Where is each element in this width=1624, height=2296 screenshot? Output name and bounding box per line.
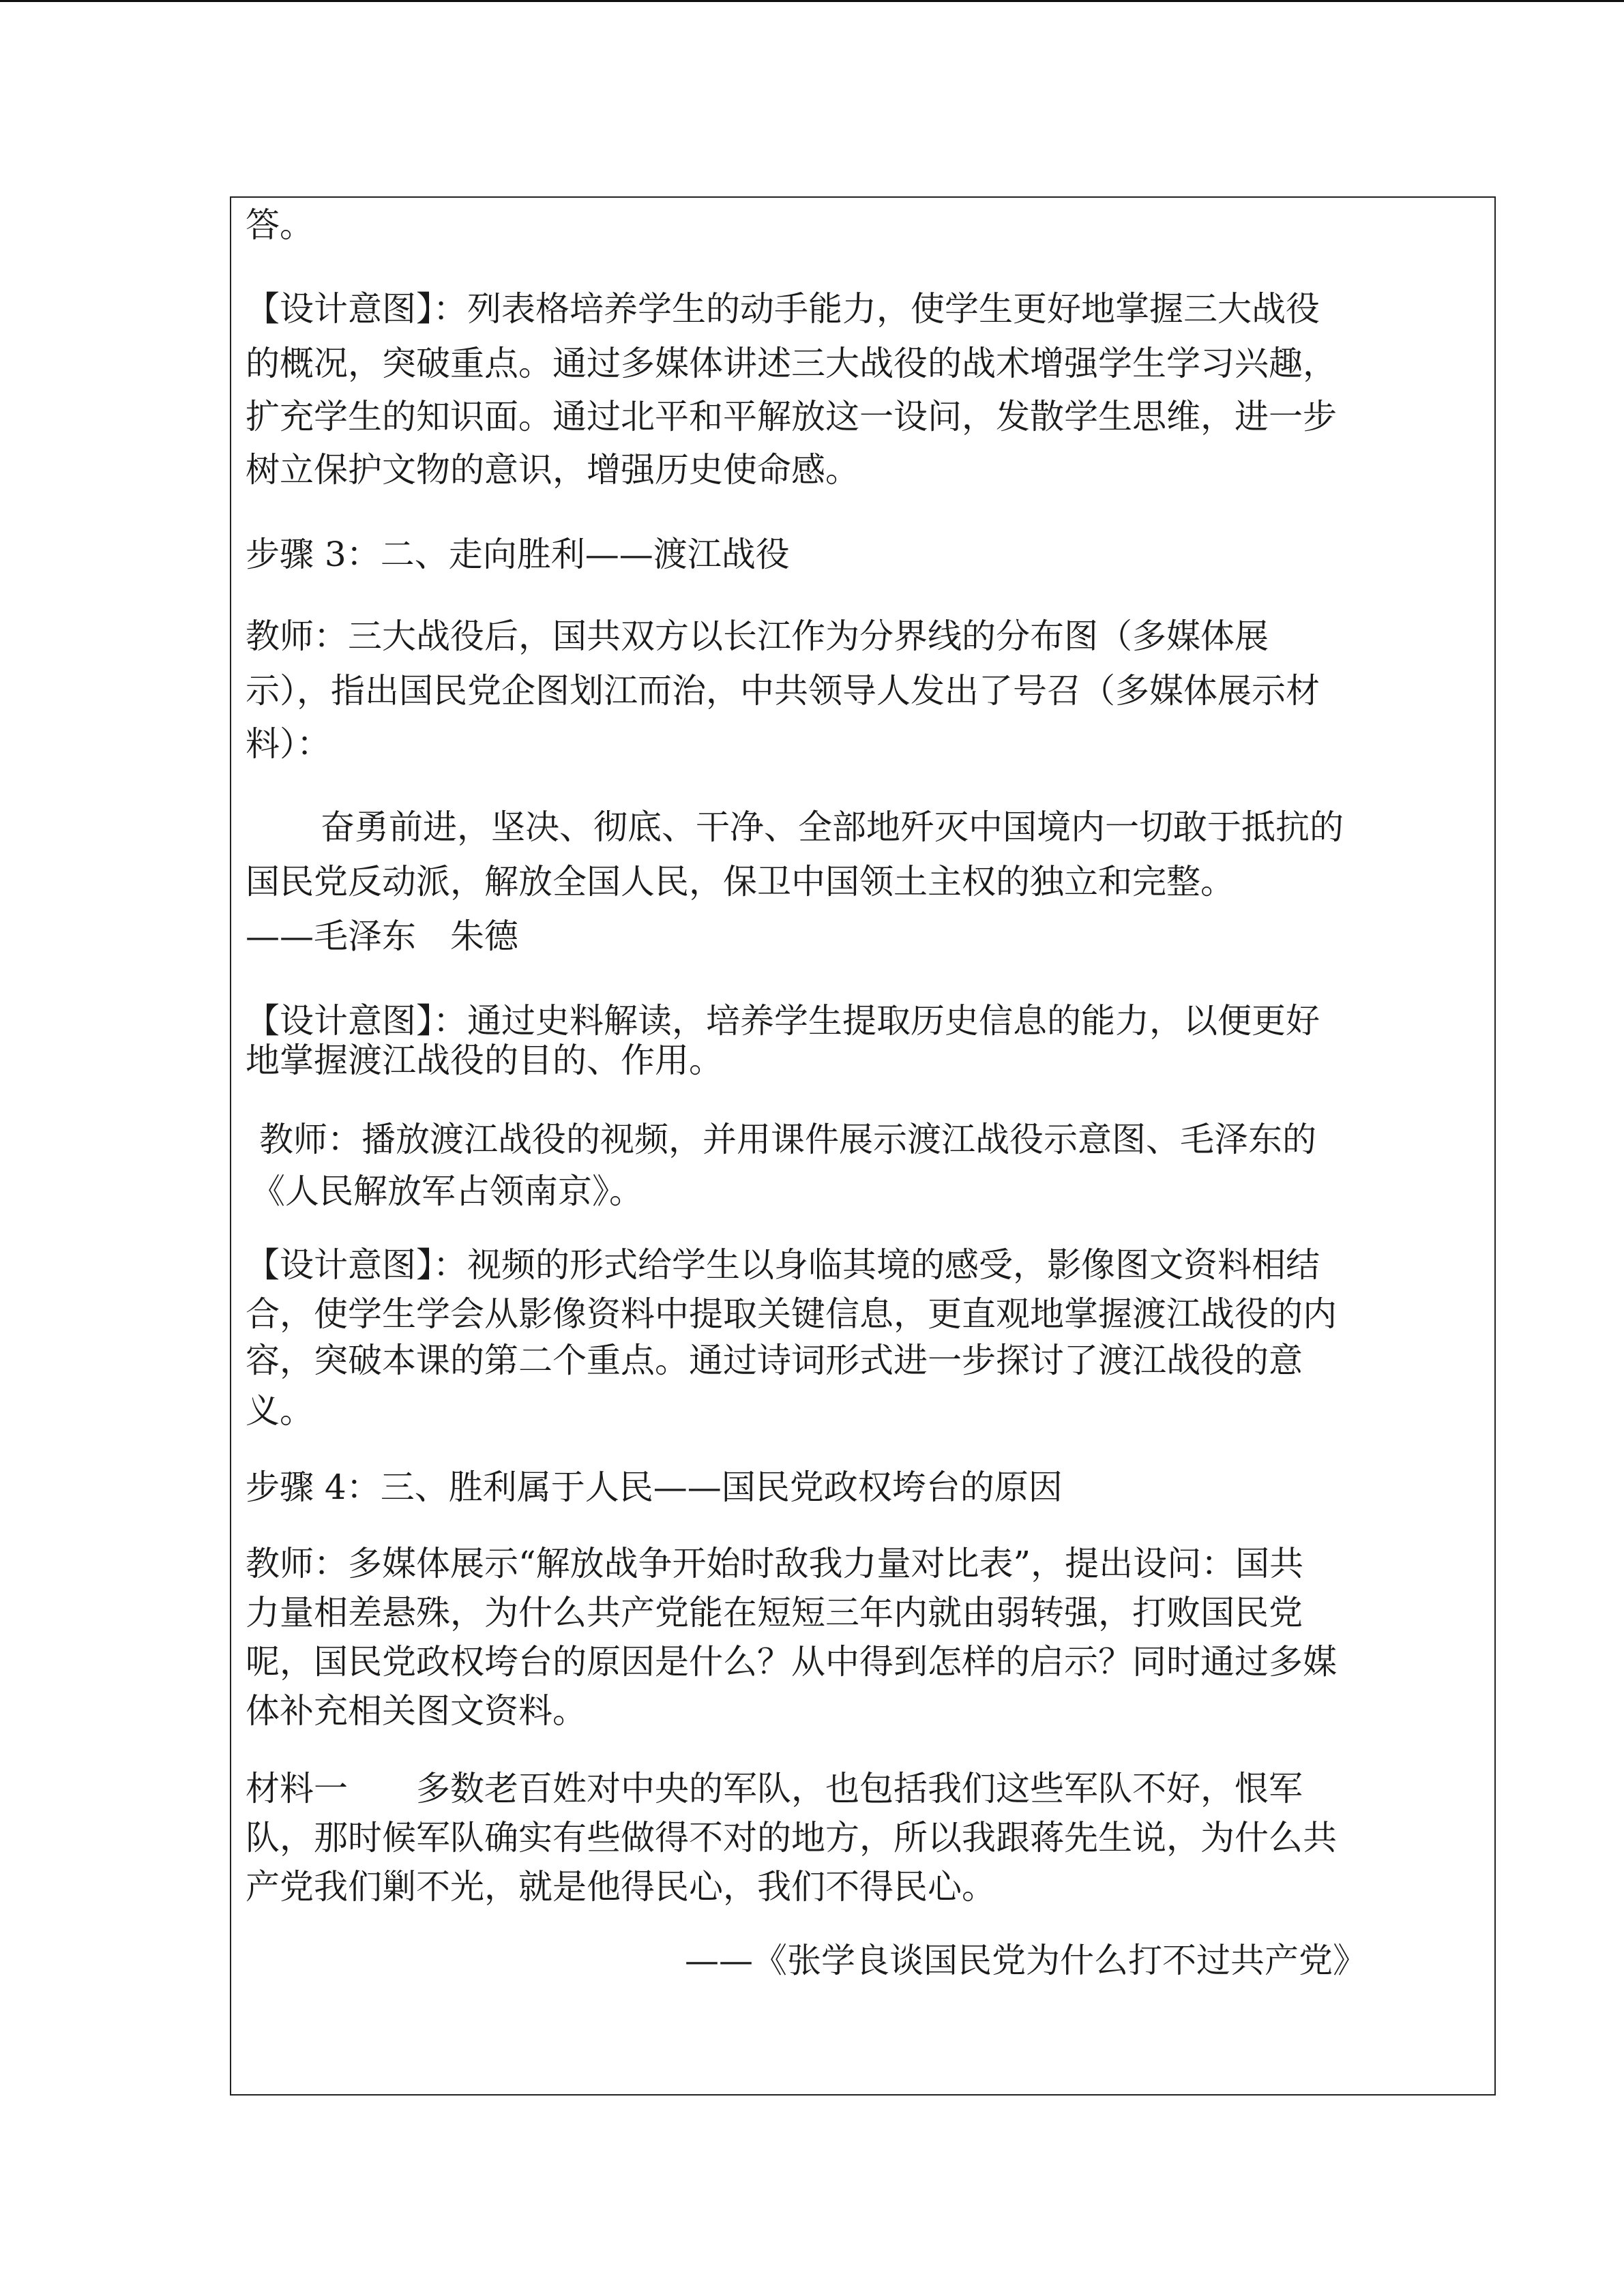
text-line: 体补充相关图文资料。 bbox=[246, 1691, 587, 1731]
text-line: 合，使学生学会从影像资料中提取关键信息，更直观地掌握渡江战役的内 bbox=[246, 1294, 1337, 1334]
step-4-heading: 步骤 4：三、胜利属于人民——国民党政权垮台的原因 bbox=[246, 1467, 1063, 1507]
design-intent-paragraph: 【设计意图】：列表格培养学生的动手能力，使学生更好地掌握三大战役 bbox=[246, 289, 1320, 329]
page-top-border bbox=[0, 0, 1624, 2]
text-line: 示），指出国民党企图划江而治，中共领导人发出了号召（多媒体展示材 bbox=[246, 671, 1320, 711]
design-intent-paragraph: 【设计意图】：视频的形式给学生以身临其境的感受，影像图文资料相结 bbox=[246, 1245, 1320, 1285]
design-intent-paragraph: 【设计意图】：通过史料解读，培养学生提取历史信息的能力，以便更好 bbox=[246, 1001, 1320, 1041]
material-one-paragraph: 材料一 多数老百姓对中央的军队，也包括我们这些军队不好，恨军 bbox=[246, 1769, 1303, 1808]
text-line: 呢，国民党政权垮台的原因是什么？从中得到怎样的启示？同时通过多媒 bbox=[246, 1642, 1337, 1682]
teacher-paragraph: 教师：播放渡江战役的视频，并用课件展示渡江战役示意图、毛泽东的 bbox=[259, 1120, 1316, 1159]
step-3-heading: 步骤 3：二、走向胜利——渡江战役 bbox=[246, 535, 790, 574]
text-line: 料）： bbox=[246, 724, 331, 764]
text-line: 地掌握渡江战役的目的、作用。 bbox=[246, 1041, 723, 1080]
quote-attribution: ——毛泽东 朱德 bbox=[246, 916, 518, 956]
teacher-paragraph: 教师：多媒体展示“解放战争开始时敌我力量对比表”，提出设问：国共 bbox=[246, 1544, 1304, 1583]
text-line: 扩充学生的知识面。通过北平和平解放这一设问，发散学生思维，进一步 bbox=[246, 397, 1337, 436]
quote-paragraph: 奋勇前进，坚决、彻底、干净、全部地歼灭中国境内一切敢于抵抗的 bbox=[321, 807, 1344, 847]
text-line: 力量相差悬殊，为什么共产党能在短短三年内就由弱转强，打败国民党 bbox=[246, 1593, 1303, 1632]
text-line: 义。 bbox=[246, 1391, 314, 1431]
text-line: 答。 bbox=[246, 205, 314, 245]
text-line: 《人民解放军占领南京》。 bbox=[251, 1172, 643, 1211]
text-line: 国民党反动派，解放全国人民，保卫中国领土主权的独立和完整。 bbox=[246, 862, 1235, 901]
text-line: 队，那时候军队确实有些做得不对的地方，所以我跟蒋先生说，为什么共 bbox=[246, 1818, 1337, 1858]
text-line: 产党我们剿不光，就是他得民心，我们不得民心。 bbox=[246, 1867, 996, 1907]
source-citation: ——《张学良谈国民党为什么打不过共产党》 bbox=[685, 1941, 1367, 1980]
teacher-paragraph: 教师：三大战役后，国共双方以长江作为分界线的分布图（多媒体展 bbox=[246, 616, 1269, 656]
text-line: 的概况，突破重点。通过多媒体讲述三大战役的战术增强学生学习兴趣， bbox=[246, 344, 1337, 383]
text-line: 容，突破本课的第二个重点。通过诗词形式进一步探讨了渡江战役的意 bbox=[246, 1341, 1303, 1380]
text-line: 树立保护文物的意识，增强历史使命感。 bbox=[246, 450, 859, 490]
